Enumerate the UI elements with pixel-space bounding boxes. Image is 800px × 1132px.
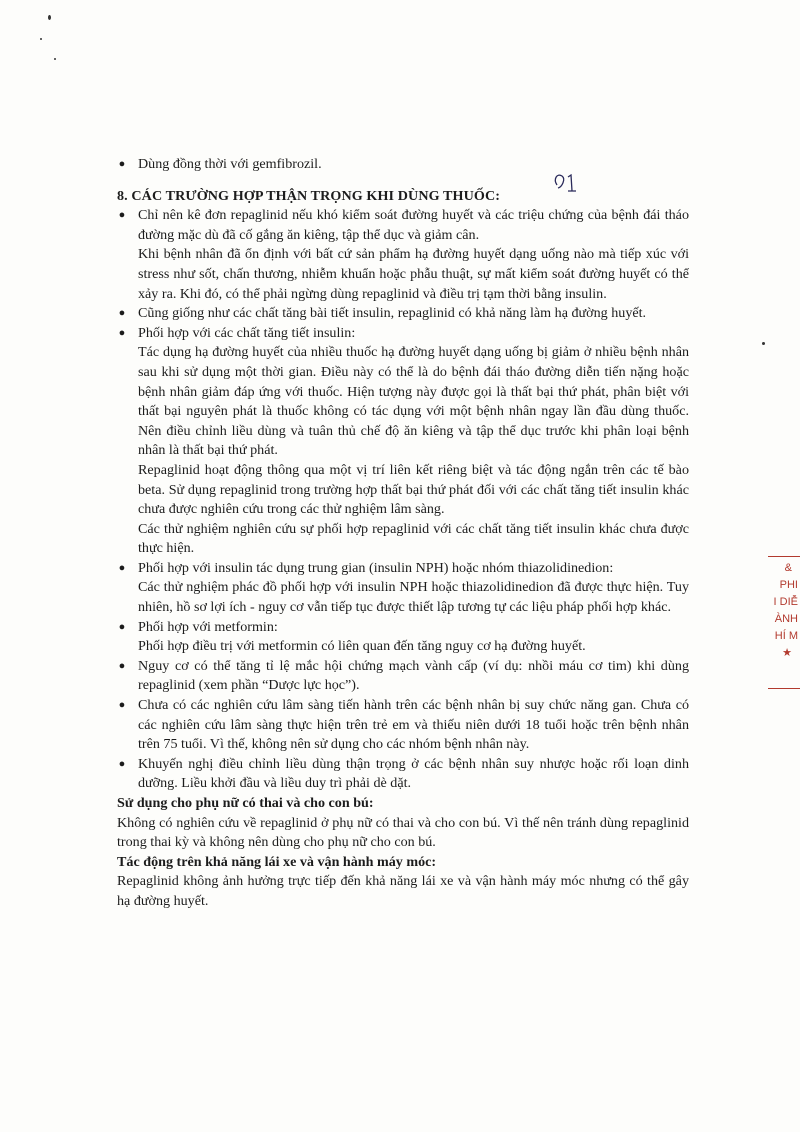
bullet-paragraph: Khi bệnh nhân đã ổn định với bất cứ sản phẩm hạ đường huyết dạng uống nào mà tiếp xúc với stress như sốt, chấn thương, nhiễm khuẩn hoặc phẫu thuật, sự mất kiểm soát đường huyết có thể xảy ra. Khi đó, có thể phải ngừng dùng repaglinid và điều trị tạm thời bằng insulin. bbox=[138, 246, 689, 302]
bullet-icon: ● bbox=[118, 659, 126, 672]
stamp-text: ÀNH bbox=[774, 613, 798, 625]
bullet-icon: ● bbox=[118, 209, 126, 222]
bullet-icon: ● bbox=[118, 699, 126, 712]
body-paragraph: Không có nghiên cứu về repaglinid ở phụ nữ có thai và cho con bú. Vì thế nên tránh dùng repaglinid trong thai kỳ và không nên dùng cho phụ nữ cho con bú. bbox=[117, 814, 689, 851]
bullet-paragraph: Phối hợp điều trị với metformin có liên quan đến tăng nguy cơ hạ đường huyết. bbox=[138, 638, 586, 655]
bullet-paragraph: Khuyến nghị điều chỉnh liều dùng thận trọng ở các bệnh nhân suy nhược hoặc rối loạn dinh dưỡng. Liều khởi đầu và liều duy trì phải dè dặt. bbox=[138, 755, 689, 792]
bullet-item bbox=[117, 304, 689, 324]
bullet-paragraph: Repaglinid hoạt động thông qua một vị trí liên kết riêng biệt và tác động ngắn trên các tế bào beta. Sử dụng repaglinid trong trường hợp thất bại thứ phát đối với các chất tăng tiết insulin khác chưa được nghiên cứu trong các thử nghiệm lâm sàng. bbox=[138, 461, 689, 518]
bullet-icon: ● bbox=[118, 757, 126, 770]
bullet-paragraph: Nguy cơ có thể tăng tỉ lệ mắc hội chứng mạch vành cấp (ví dụ: nhồi máu cơ tim) khi dùng repaglinid (xem phần “Dược lực học”). bbox=[138, 657, 689, 694]
body-paragraph: Repaglinid không ảnh hưởng trực tiếp đến khả năng lái xe và vận hành máy móc nhưng có thể gây hạ đường huyết. bbox=[117, 873, 689, 909]
document-body bbox=[117, 155, 689, 912]
bullet-paragraph: Cũng giống như các chất tăng bài tiết insulin, repaglinid có khả năng làm hạ đường huyết. bbox=[138, 305, 647, 322]
bullet-item bbox=[117, 657, 689, 696]
bullet-item bbox=[117, 755, 689, 794]
stamp-text: ★ bbox=[782, 647, 792, 659]
bullet-item bbox=[117, 155, 689, 175]
stamp-text: HÍ M bbox=[774, 630, 798, 642]
bullet-paragraph: Phối hợp với các chất tăng tiết insulin: bbox=[138, 324, 356, 341]
bullet-item bbox=[117, 559, 689, 618]
bullet-item bbox=[117, 206, 689, 304]
stamp-text: PHI bbox=[779, 579, 798, 591]
bullet-item bbox=[117, 696, 689, 755]
subsection-heading: Sử dụng cho phụ nữ có thai và cho con bú: bbox=[117, 795, 374, 811]
bullet-paragraph: Các thử nghiệm phác đồ phối hợp với insulin NPH hoặc thiazolidinedion đã được thực hiện. Tuy nhiên, hồ sơ lợi ích - nguy cơ vẫn tiếp tục được thiết lập tương tự các liệu pháp phối hợp khác. bbox=[138, 579, 689, 616]
bullet-icon: ● bbox=[118, 620, 126, 633]
bullet-icon: ● bbox=[118, 561, 126, 574]
scan-speck bbox=[48, 15, 51, 20]
bullet-paragraph: Phối hợp với insulin tác dụng trung gian (insulin NPH) hoặc nhóm thiazolidinedion: bbox=[138, 559, 614, 576]
red-stamp-fragment bbox=[760, 548, 800, 698]
subsection-heading: Tác động trên khả năng lái xe và vận hành máy móc: bbox=[117, 853, 437, 870]
bullet-paragraph: Các thử nghiệm nghiên cứu sự phối hợp repaglinid với các chất tăng tiết insulin khác chưa được thực hiện. bbox=[138, 520, 689, 557]
bullet-paragraph: Chưa có các nghiên cứu lâm sàng tiến hành trên các bệnh nhân bị suy chức năng gan. Chưa có các nghiên cứu lâm sàng thực hiện trên trẻ em và thiếu niên dưới 18 tuổi hoặc trên bệnh nhân trên 75 tuổi. Vì thế, không nên sử dụng cho các nhóm bệnh nhân này. bbox=[138, 697, 689, 753]
bullet-paragraph: Phối hợp với metformin: bbox=[138, 618, 278, 635]
bullet-icon: ● bbox=[118, 158, 126, 170]
section-heading: 8. CÁC TRƯỜNG HỢP THẬN TRỌNG KHI DÙNG THUỐC: bbox=[117, 187, 501, 204]
stamp-text: I DIỄ bbox=[773, 596, 798, 608]
stamp-text: & bbox=[784, 562, 792, 574]
bullet-item bbox=[117, 324, 689, 559]
scan-speck bbox=[40, 38, 42, 40]
bullet-icon: ● bbox=[118, 326, 126, 339]
bullet-paragraph: Chỉ nên kê đơn repaglinid nếu khó kiểm soát đường huyết và các triệu chứng của bệnh đái tháo đường mặc dù đã cố gắng ăn kiêng, tập thể dục và giảm cân. bbox=[138, 207, 689, 243]
bullet-paragraph: Tác dụng hạ đường huyết của nhiều thuốc hạ đường huyết dạng uống bị giảm ở nhiều bệnh nhân sau khi sử dụng một thời gian. Điều này có thể là do bệnh đái tháo đường diễn tiến nặng hoặc bệnh nhân giảm đáp ứng với thuốc. Hiện tượng này được gọi là thất bại thứ phát, phân biệt với thất bại nguyên phát là thuốc không có tác dụng với một bệnh nhân ngay lần đầu dùng thuốc. Nên điều chỉnh liều dùng và tuân thủ chế độ ăn kiêng và tập thể dục trước khi phân loại bệnh nhân là thất bại thứ phát. bbox=[138, 344, 689, 459]
scan-speck bbox=[762, 342, 765, 345]
scan-speck bbox=[54, 58, 56, 60]
bullet-icon: ● bbox=[118, 307, 126, 320]
bullet-paragraph: Dùng đồng thời với gemfibrozil. bbox=[138, 156, 322, 172]
bullet-item bbox=[117, 618, 689, 657]
